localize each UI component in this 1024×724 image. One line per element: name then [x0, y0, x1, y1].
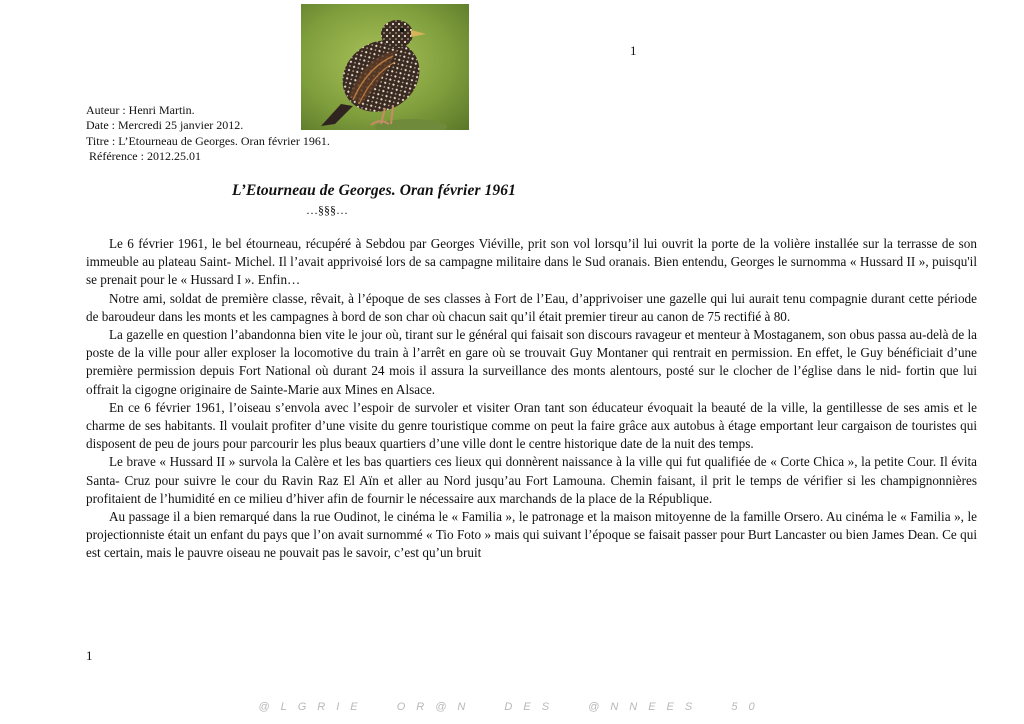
paragraph: Le brave « Hussard II » survola la Calère et les bas quartiers ces lieux qui donnèrent naissance à la ville qui fut qualifiée de « Corte Chica », la petite Cour. Il évita Santa- Cruz pour suivre le cour du Ravin Raz El Aïn et aller au Nord jusqu’au Fort Lamouna. Chemin faisant, il prit le temps de vérifier si les champignonnières profitaient de l’humidité en ce milieu d’hiver afin de fournir le nécessaire aux marchands de la place de la République.	[86, 454, 977, 506]
meta-title: Titre : L’Etourneau de Georges. Oran février 1961.	[86, 133, 330, 148]
meta-author: Auteur : Henri Martin.	[86, 103, 195, 117]
meta-date: Date : Mercredi 25 janvier 2012.	[86, 118, 244, 133]
paragraph: En ce 6 février 1961, l’oiseau s’envola avec l’espoir de survoler et visiter Oran tant son éducateur évoquait la beauté de la ville, la gentillesse de ses amis et le charme de ses habitants. Il voulait profiter d’une visite du genre touristique comme on peut la faire grâce aux autobus à étage emportant leur cargaison de touristes qui disposent de peu de jours pour parcourir les plus beaux quartiers d’une ville dont le centre historique date de la nuit des temps.	[86, 399, 977, 452]
paragraph: Le 6 février 1961, le bel étourneau, récupéré à Sebdou par Georges Viéville, prit son vol lorsqu’il lui ouvrit la porte de la volière installée sur la terrasse de son immeuble au plateau Saint- Michel. Il l’avait apprivoisé lors de sa campagne militaire dans le Sud oranais. Bien entendu, Georges le surnomma « Hussard II », puisqu'il se prenait pour le « Hussard I ». Enfin…	[86, 236, 977, 288]
document-title: L’Etourneau de Georges. Oran février 1961	[232, 182, 516, 199]
section-divider: …§§§…	[306, 203, 348, 217]
page-number-top: 1	[630, 43, 637, 58]
document-metadata	[86, 103, 330, 165]
paragraph: La gazelle en question l’abandonna bien vite le jour où, tirant sur le général qui faisait son discours ravageur et menteur à Mostaganem, son obus passa au-delà de la poste de la ville pour aller exploser la locomotive du train à l’arrêt en gare où se trouvait Guy Montaner qui rentrait en permission. En effet, le Guy bénéficiait d’une première permission depuis Fort National où durant 24 mois il assura la surveillance des monts alentours, posté sur le clocher de l’église dans le nid- fortin que lui offrait la cigogne originaire de Sainte-Marie aux Mines en Alsace.	[86, 327, 977, 397]
page-number-bottom: 1	[86, 648, 93, 663]
body-text	[86, 235, 977, 563]
paragraph: Notre ami, soldat de première classe, rêvait, à l’époque de ses classes à Fort de l’Eau, d’apprivoiser une gazelle qui lui aurait tenu compagnie durant cette période de baroudeur dans les monts et les campagnes à bord de son char où chacun sait qu’il était premier tireur au canon de 75 rectifié à 80.	[86, 290, 977, 324]
meta-reference: Référence : 2012.25.01	[89, 149, 201, 164]
paragraph: Au passage il a bien remarqué dans la rue Oudinot, le cinéma le « Familia », le patronage et la maison mitoyenne de la famille Orsero. Au cinéma le « Familia », le projectionniste était un enfant du pays que l’on avait surnommé « Tio Foto » mais qui suivant l’époque se faisait passer pour Burt Lancaster ou bien James Dean. Ce qui est certain, mais le pauvre oiseau ne pouvait pas le savoir, c’est qu’un bruit	[86, 509, 977, 561]
footer-watermark: @LGRIE OR@N DES @NNEES 50	[258, 701, 766, 713]
